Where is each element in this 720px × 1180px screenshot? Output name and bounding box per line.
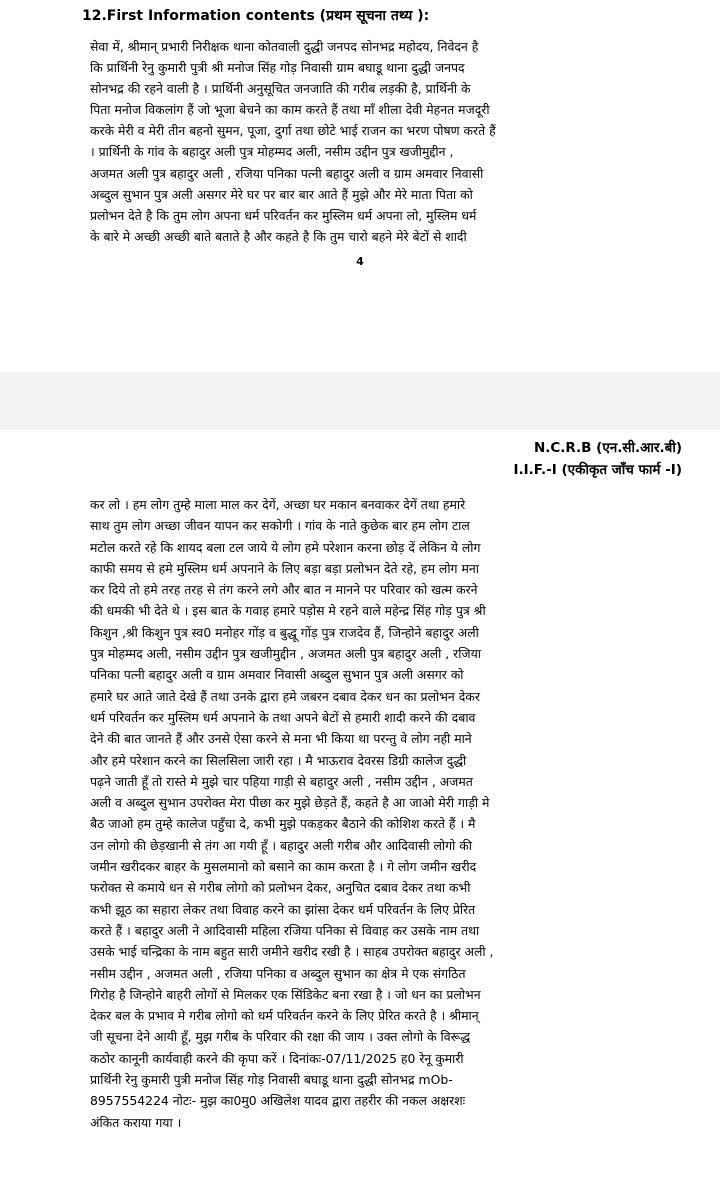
- text-line: पिता मनोज विकलांग हैं जो भूजा बेचने का काम करते हैं तथा माँ शीला देवी मेहनत मजदूरी: [90, 102, 490, 118]
- text-line: अजमत अली पुत्र बहादुर अली , रजिया पनिका पत्नी बहादुर अली व ग्राम अमवार निवासी: [90, 165, 484, 181]
- text-line: कर लो । हम लोग तुम्हे माला माल कर देगें, अच्छा घर मकान बनवाकर देगें तथा हमारे: [90, 497, 466, 512]
- text-line: कठोर कानूनी कार्यवाही करने की कृपा करें । दिनांकः-07/11/2025 ह0 रेनू कुमारी: [90, 1050, 464, 1066]
- text-line: हमारे घर आते जाते देखे हैं तथा उनके द्वारा हमे जबरन दबाव देकर धन का प्रलोभन देकर: [90, 688, 480, 704]
- text-line: और हमे परेशान करने का सिलसिला जारी रहा । मै भाऊराव देवरस डिग्री कालेज दुद्धी: [90, 752, 467, 768]
- text-line: अंकित कराया गया ।: [90, 1114, 182, 1130]
- text-line: किशुन ,श्री किशुन पुत्र स्व0 मनोहर गोंड़ व बुद्धू गोंड़ पुत्र राजदेव हैं, जिन्होने बहादुर अली: [90, 624, 479, 640]
- text-line: बैठ जाओ हम तुम्हे कालेज पहुँचा दे, कभी मुझे पकड़कर बैठाने की कोशिश करते हैं । मै: [90, 816, 476, 832]
- text-line: गिरोह है जिन्होने बाहरी लोगों से मिलकर एक सिंडिकेट बना रखा है । जो धन का प्रलोभन: [90, 986, 481, 1002]
- text-line: साथ तुम लोग अच्छा जीवन यापन कर सकोगी । गांव के नाते कुछेक बार हम लोग टाल: [90, 518, 470, 534]
- page-number: 4: [356, 255, 364, 268]
- text-line: अली व अब्दुल सुभान उपरोक्त मेरा पीछा कर मुझे छेड़ते हैं, कहते है आ जाओ मेरी गाड़ी मे: [90, 795, 490, 811]
- text-line: करते हैं । बहादुर अली ने आदिवासी महिला रजिया पनिका से विवाह कर उसके नाम तथा: [90, 922, 480, 938]
- text-line: कर दिये तो हमे तरह तरह से तंग करने लगे और बात न मानने पर परिवार को खत्म करने: [90, 582, 478, 598]
- text-line: उसके भाई चन्द्रिका के नाम बहुत सारी जमीने खरीद रखी है । साहब उपरोक्त बहादुर अली ,: [90, 944, 494, 960]
- text-line: जी सूचना देने आयी हूँ, मुझ गरीब के परिवार की रक्षा की जाय । उक्त लोगो के विरूद्ध: [90, 1029, 471, 1045]
- text-line: देकर बल के प्रभाव मे गरीब लोगो को धर्म परिवर्तन करने के लिए प्रेरित करते है । श्रीमान्: [90, 1008, 479, 1024]
- text-line: के बारे मे अच्छी अच्छी बाते बताते है और कहते है कि तुम चारो बहने मेरे बेटों से शादी: [90, 228, 467, 244]
- text-line: नसीम उद्दीन , अजमत अली , रजिया पनिका व अब्दुल सुभान का क्षेत्र मे एक संगठित: [90, 965, 466, 981]
- text-line: प्रलोभन देते है कि तुम लोग अपना धर्म परिवर्तन कर मुस्लिम धर्म अपना लो, मुस्लिम धर्म: [90, 207, 477, 223]
- text-line: पुत्र मोहम्मद अली, नसीम उद्दीन पुत्र खजीमुद्दीन , अजमत अली पुत्र बहादुर अली , रजिया: [90, 646, 481, 662]
- text-line: की धमकी भी देते थे । इस बात के गवाह हमारे पड़ोस मे रहने वाले महेन्द्र सिंह गोड़ पुत्र श्री: [90, 603, 486, 619]
- text-line: देने की बात जानते हैं और उनसे ऐसा करने से मना भी किया था परन्तु वे लोग नही माने: [90, 731, 472, 747]
- text-line: । प्रार्थिनी के गांव के बहादुर अली पुत्र मोहम्मद अली, नसीम उद्दीन पुत्र खजीमुद्दीन ,: [90, 144, 454, 160]
- ncrb-header: N.C.R.B (एन.सी.आर.बी): [533, 440, 682, 456]
- fir-contents-paragraph-2: [90, 494, 493, 1133]
- document-page-1: [0, 0, 720, 372]
- page-separator: [0, 372, 720, 430]
- text-line: सेवा में, श्रीमान् प्रभारी निरीक्षक थाना कोतवाली दुद्धी जनपद सोनभद्र महोदय, निवेदन है: [90, 39, 479, 54]
- fir-contents-paragraph-1: [90, 36, 496, 247]
- section-heading: 12.First Information contents (प्रथम सूचना तथ्य ):: [82, 8, 430, 24]
- text-line: सोनभद्र की रहने वाली है । प्रार्थिनी अनुसूचित जनजाति की गरीब लड़की है, प्रार्थिनी के: [90, 81, 471, 97]
- text-line: पढ़ने जाती हूँ तो रास्ते मे मुझे चार पहिया गाड़ी से बहादुर अली , नसीम उद्दीन , अजमत: [90, 773, 473, 789]
- text-line: मटोल करते रहे कि शायद बला टल जाये ये लोग हमे परेशान करना छोड़ दें लेकिन ये लोग: [90, 539, 481, 555]
- text-line: धर्म परिवर्तन कर मुस्लिम धर्म अपनाने के तथा अपने बेटों से हमारी शादी करने की दबाव: [90, 709, 476, 725]
- text-line: प्रार्थिनी रेनु कुमारी पुत्री मनोज सिंह गोड़ निवासी बघाडू थाना दुद्धी सोनभद्र mOb-: [90, 1072, 453, 1088]
- text-line: करके मेरी व मेरी तीन बहनो सुमन, पूजा, दुर्गा तथा छोटे भाई राजन का भरण पोषण करते हैं: [90, 123, 496, 139]
- iif-form-header: I.I.F.-I (एकीकृत जाँच फार्म -I): [513, 462, 682, 478]
- text-line: 8957554224 नोटः- मुझ का0मु0 अखिलेश यादव द्वारा तहरीर की नकल अक्षरशः: [90, 1093, 466, 1109]
- text-line: उन लोगो की छेड़खानी से तंग आ गयी हूँ । बहादुर अली गरीब और आदिवासी लोगो की: [90, 837, 472, 853]
- text-line: अब्दुल सुभान पुत्र अली असगर मेरे घर पर बार बार आते हैं मुझे और मेरे माता पिता को: [90, 186, 473, 202]
- text-line: पनिका पत्नी बहादुर अली व ग्राम अमवार निवासी अब्दुल सुभान पुत्र अली असगर को: [90, 667, 464, 683]
- text-line: फरोक्त से कमाये धन से गरीब लोगो को प्रलोभन देकर, अनुचित दबाव देकर तथा कभी: [90, 880, 471, 896]
- text-line: कि प्रार्थिनी रेनु कुमारी पुत्री श्री मनोज सिंह गोड़ निवासी ग्राम बघाडू थाना दुद्धी जनपद: [90, 60, 465, 76]
- document-page-2: [0, 430, 720, 1180]
- text-line: काफी समय से हमे मुस्लिम धर्म अपनाने के लिए बड़ा बड़ा प्रलोभन देते रहे, हम लोग मना: [90, 560, 479, 576]
- text-line: जमीन खरीदकर बाहर के मुसलमानो को बसाने का काम करता है । गे लोग जमीन खरीद: [90, 859, 477, 875]
- text-line: कभी झूठ का सहारा लेकर तथा विवाह करने का झांसा देकर धर्म परिवर्तन के लिए प्रेरित: [90, 901, 476, 917]
